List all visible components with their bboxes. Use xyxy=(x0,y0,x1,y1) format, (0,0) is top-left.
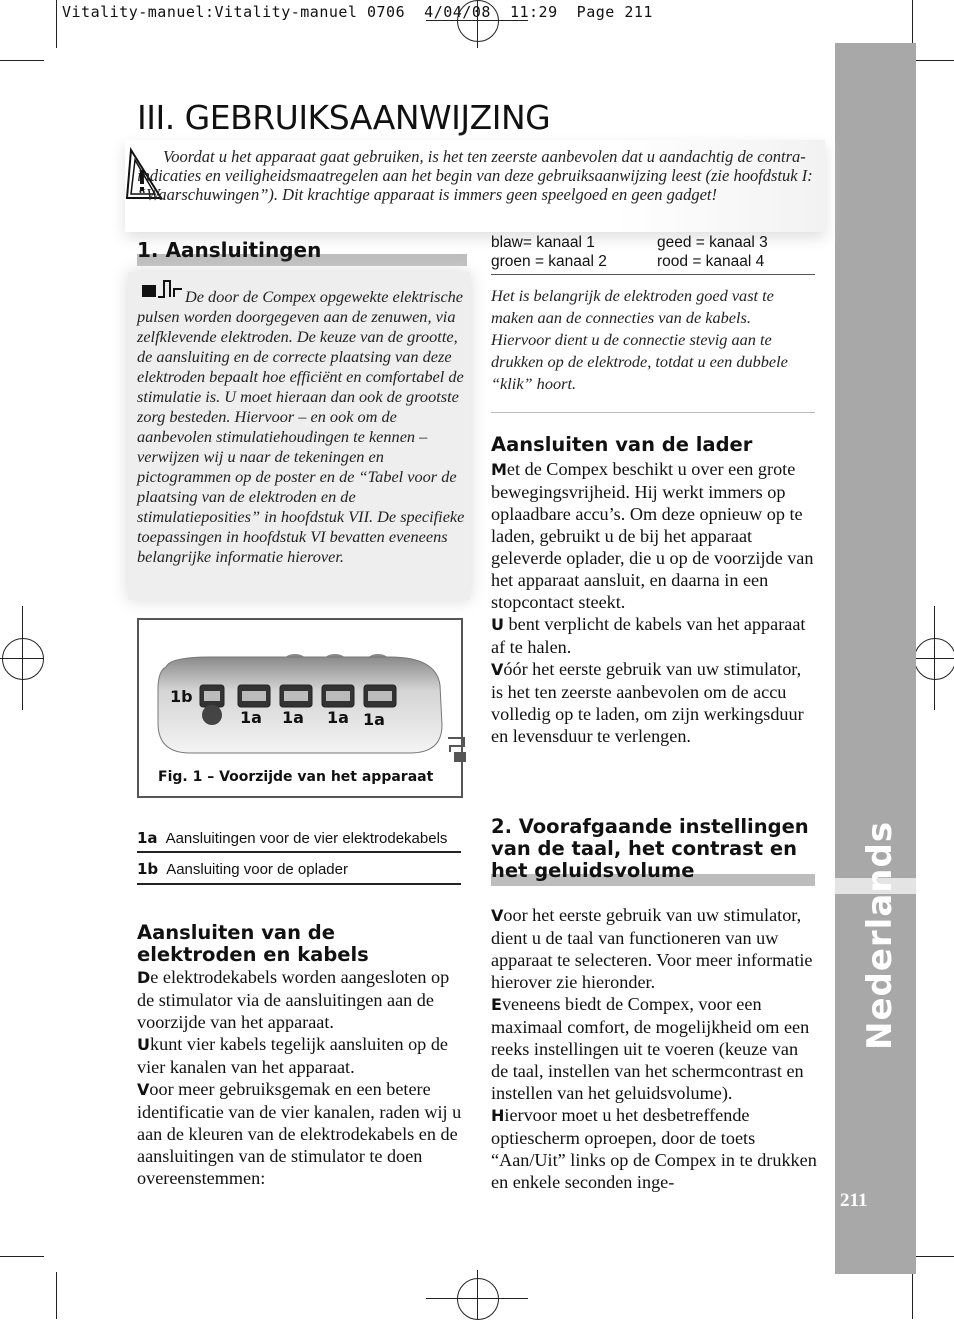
lead-letter: E xyxy=(491,995,502,1014)
warning-text xyxy=(137,147,820,204)
crop-mark xyxy=(56,0,57,48)
legend-key: 1b xyxy=(137,860,159,878)
paragraph: veneens biedt de Compex, voor een maximaal comfort, de mogelijkheid om een reeks instellingen uit te voeren (keuze van de taal, instellen van het schermcontrast en instellen van het geluidsvolume). xyxy=(491,994,810,1103)
registration-line xyxy=(912,658,954,659)
paragraph: kunt vier kabels tegelijk aansluiten op de vier kanalen van het apparaat. xyxy=(137,1034,448,1077)
cable-icon xyxy=(446,736,470,766)
channel-right: geed = kanaal 3 xyxy=(657,234,768,251)
divider xyxy=(491,274,815,275)
registration-mark-left xyxy=(2,638,44,680)
page-number: 211 xyxy=(840,1190,868,1211)
lead-letter: H xyxy=(491,1106,505,1125)
divider xyxy=(137,851,461,853)
legend-item xyxy=(137,829,447,847)
paragraph: et de Compex beschikt u over een grote bewegingsvrijheid. Hij werkt immers op oplaadbare accu’s. Om deze opnieuw op te laden, gebruikt u de bij het apparaat geleverde oplader, die u op de voorzijde van het apparaat aansluit, en daarna in een stopcontact steekt. xyxy=(491,459,814,612)
lead-letter: V xyxy=(491,660,504,679)
registration-line xyxy=(22,606,23,710)
crop-mark xyxy=(0,1256,44,1257)
page-title: III. GEBRUIKSAANWIJZING xyxy=(137,98,551,137)
warning-body: Voordat u het apparaat gaat gebruiken, is het ten zeerste aanbevolen dat u aandachtig de contra-indicaties en veiligheidsmaatregelen aan het begin van deze gebruiksaanwijzing leest (zie hoofdstuk I: “Waarschuwingen”). Dit krachtige apparaat is immers geen speelgoed en geen gadget! xyxy=(137,147,813,204)
crop-mark xyxy=(56,1272,57,1319)
lead-letter: U xyxy=(491,615,504,634)
electrodes-text xyxy=(137,966,465,1189)
heading-charger: Aansluiten van de lader xyxy=(491,433,753,456)
crop-mark xyxy=(912,60,954,61)
legend-key: 1a xyxy=(137,829,158,847)
label-1b: 1b xyxy=(170,687,193,706)
section-title-connections: 1. Aansluitingen xyxy=(137,238,322,262)
lead-letter: V xyxy=(491,906,504,925)
divider xyxy=(137,883,461,885)
legend-text: Aansluiting voor de oplader xyxy=(166,861,348,878)
heading-electrodes: Aansluiten van de elektroden en kabels xyxy=(137,921,369,966)
lead-letter: M xyxy=(491,460,507,479)
paragraph: bent verplicht de kabels van het apparaat af te halen. xyxy=(491,614,806,657)
registration-line xyxy=(934,606,935,710)
settings-text xyxy=(491,904,817,1193)
print-header: Vitality-manuel:Vitality-manuel 0706 4/04/08 11:29 Page 211 xyxy=(62,3,653,21)
note-text xyxy=(137,287,467,567)
channel-row xyxy=(491,233,811,252)
language-label: Nederlands xyxy=(860,820,900,1050)
paragraph: óór het eerste gebruik van uw stimulator, is het ten zeerste aanbevolen om de accu volledig op te laden, om zijn werkingsduur en levensduur te verlengen. xyxy=(491,659,804,746)
registration-mark-bottom xyxy=(457,1278,499,1320)
lead-letter: U xyxy=(137,1035,150,1054)
crop-mark xyxy=(912,1256,954,1257)
legend-text: Aansluitingen voor de vier elektrodekabels xyxy=(165,830,448,847)
side-tab xyxy=(835,43,916,1274)
charger-text xyxy=(491,458,817,747)
note-body: De door de Compex opgewekte elektrische pulsen worden doorgegeven aan de zenuwen, via zelfklevende elektroden. De keuze van de grootte, de aansluiting en de correcte plaatsing van deze elektroden bepaalt hoe efficiënt en comfortabel de stimulatie is. U moet hieraan dan ook de grootste zorg besteden. Hiervoor – en ook om de aanbevolen stimulatiehoudingen te kennen – verwijzen wij u naar de tekeningen en pictogrammen op de poster en de “Tabel voor de plaatsing van de elektroden en de stimulatieposities” in hoofdstuk VII. De specifieke toepassingen in hoofdstuk VI bevatten eveneens belangrijke informatie hierover. xyxy=(137,287,465,566)
crop-mark xyxy=(912,1272,913,1319)
channel-right: rood = kanaal 4 xyxy=(657,253,765,270)
label-1a: 1a xyxy=(240,708,262,727)
label-1a: 1a xyxy=(363,710,385,729)
divider xyxy=(491,412,815,413)
channel-row xyxy=(491,252,811,271)
paragraph: e elektrodekabels worden aangesloten op de stimulator via de aansluitingen aan de voorzijde van het apparaat. xyxy=(137,967,450,1032)
connect-note: Het is belangrijk de elektroden goed vast te maken aan de connecties van de kabels. Hiervoor dient u de connectie stevig aan te drukken op de elektrode, totdat u een dubbele “klik” hoort. xyxy=(491,286,788,393)
device-front-illustration xyxy=(150,645,448,763)
crop-mark xyxy=(0,60,44,61)
lead-letter: V xyxy=(137,1080,150,1099)
lead-letter: D xyxy=(137,968,151,987)
label-1a: 1a xyxy=(282,708,304,727)
section-title-settings: 2. Voorafgaande instellingen van de taal, het contrast en het geluidsvolume xyxy=(491,815,809,882)
channel-left: groen = kanaal 2 xyxy=(491,253,607,270)
paragraph: iervoor moet u het desbetreffende optiescherm oproepen, door de toets “Aan/Uit” links op de Compex in te drukken en enkele seconden inge- xyxy=(491,1105,817,1192)
figure-caption: Fig. 1 – Voorzijde van het apparaat xyxy=(158,769,434,785)
registration-line xyxy=(477,1270,478,1319)
legend-item xyxy=(137,860,348,878)
paragraph: oor meer gebruiksgemak en een betere identificatie van de vier kanalen, raden wij u aan de kleuren van de elektrodekabels en de aansluitingen van de stimulator te doen overeenstemmen: xyxy=(137,1079,462,1188)
crop-mark xyxy=(912,0,913,48)
channel-left: blaw= kanaal 1 xyxy=(491,234,595,251)
paragraph: oor het eerste gebruik van uw stimulator, dient u de taal van functioneren van uw apparaat te selecteren. Voor meer informatie hierover zie hieronder. xyxy=(491,905,813,992)
label-1a: 1a xyxy=(327,708,349,727)
